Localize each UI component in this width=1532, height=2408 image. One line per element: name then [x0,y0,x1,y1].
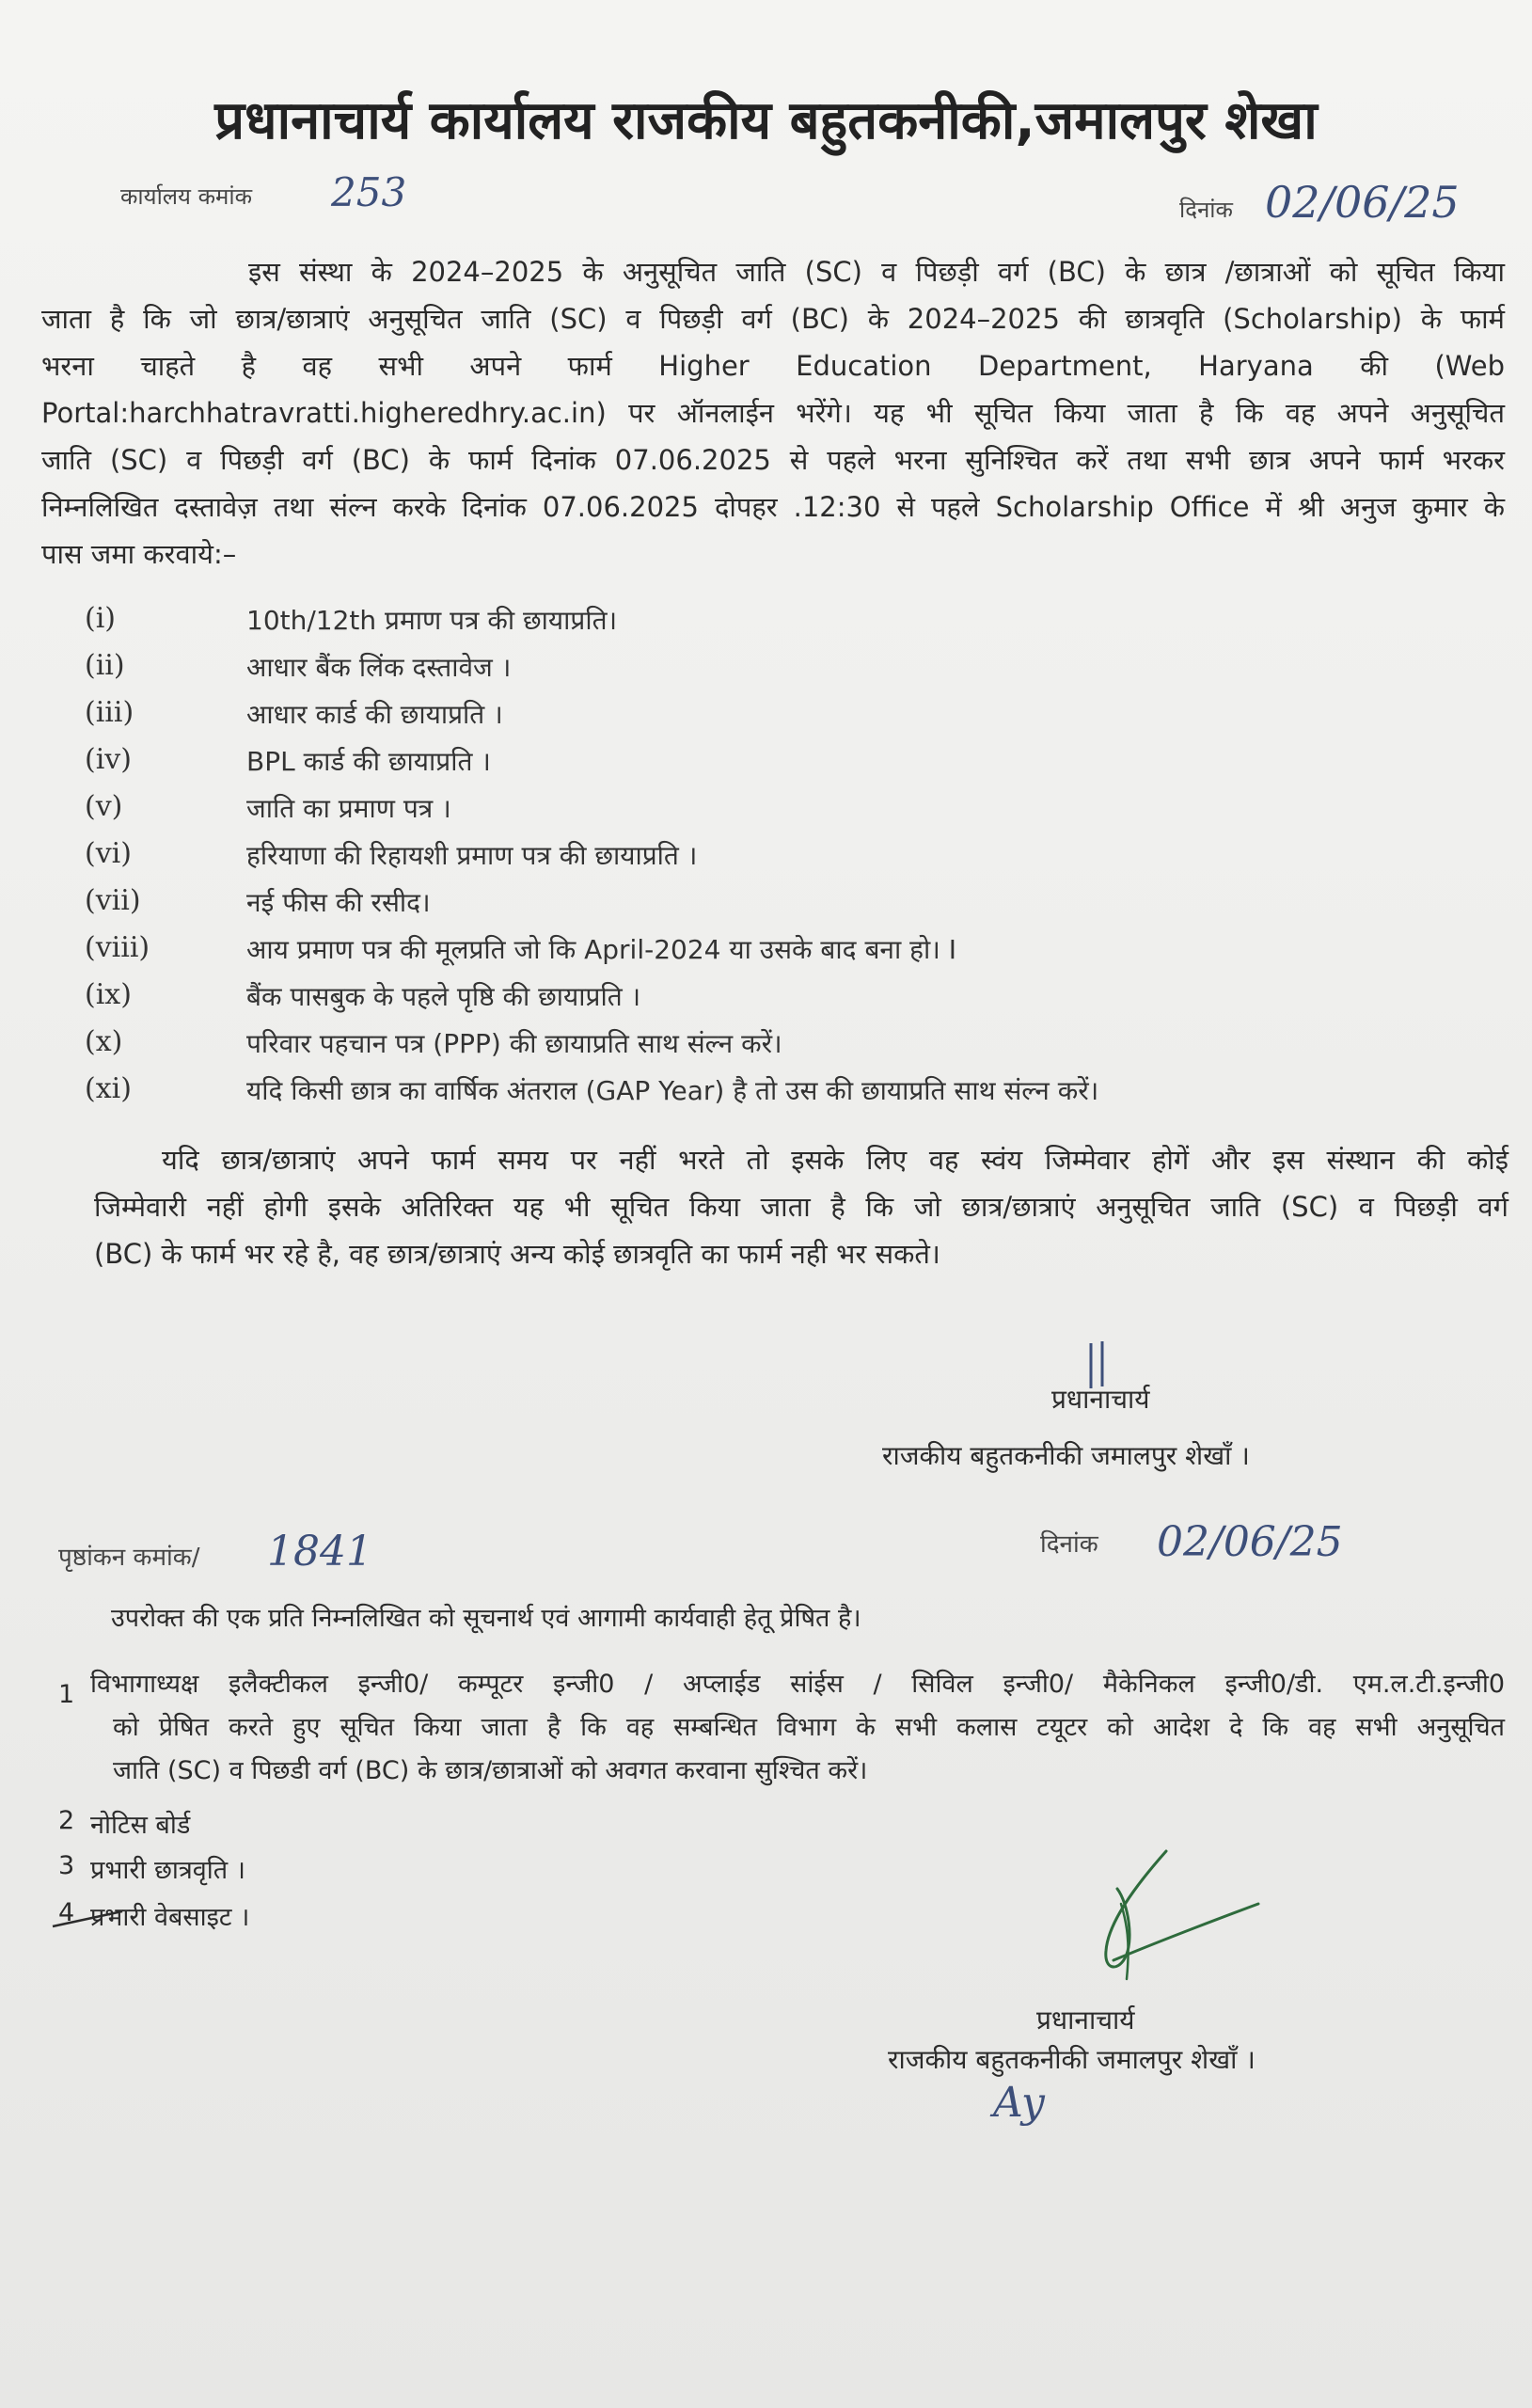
document-text: आधार कार्ड की छायाप्रति । [246,699,503,730]
document-text: यदि किसी छात्र का वार्षिक अंतराल (GAP Year) है तो उस की छायाप्रति साथ संल्न करें। [246,1075,1099,1106]
office-number-label: कार्यालय कमांक [120,183,253,210]
document-number: (iv) [85,743,132,776]
document-number: (vi) [85,837,132,870]
document-number: (ii) [85,649,125,682]
document-number: (viii) [85,931,150,964]
closing-line: (BC) के फार्म भर रहे है, वह छात्र/छात्राएं अन्य कोई छात्रवृति का फार्म नही भर सकते। [94,1238,940,1270]
document-text: परिवार पहचान पत्र (PPP) की छायाप्रति साथ संल्न करें। [246,1028,782,1059]
recipient-item [90,1663,1505,1793]
document-text: आय प्रमाण पत्र की मूलप्रति जो कि April-2024 या उसके बाद बना हो। I [246,934,957,965]
initials: Ay [993,2079,1045,2127]
date-label: दिनांक [1179,197,1233,223]
recipient-text: प्रभारी छात्रवृति । [90,1856,245,1885]
intro-line: जाति (SC) व पिछड़ी वर्ग (BC) के फार्म दिनांक 07.06.2025 से पहले भरना सुनिश्चित करें तथा सभी छात्र अपने फार्म भरकर [41,444,1505,476]
intro-line: निम्नलिखित दस्तावेज़ तथा संल्न करके दिनांक 07.06.2025 दोपहर .12:30 से पहले Scholarship Office में श्री अनुज कुमार के [41,491,1505,523]
handwritten-signature [1080,1847,1268,1988]
document-text: 10th/12th प्रमाण पत्र की छायाप्रति। [246,605,618,636]
forward-text: उपरोक्त की एक प्रति निम्नलिखित को सूचनार्थ एवं आगामी कार्यवाही हेतू प्रेषित है। [111,1604,861,1633]
recipient-text: नोटिस बोर्ड [90,1811,191,1840]
intro-paragraph [41,248,1505,578]
document-number: (iii) [85,696,134,729]
document-number: (xi) [85,1072,132,1105]
document-text: हरियाणा की रिहायशी प्रमाण पत्र की छायाप्रति । [246,840,698,871]
document-number: (ix) [85,978,132,1011]
endorsement-date-label: दिनांक [1040,1530,1098,1559]
document-number: (x) [85,1025,123,1058]
endorsement-number-label: पृष्ठांकन कमांक/ [58,1544,200,1572]
document-number: (v) [85,790,123,823]
document-number: (i) [85,602,117,635]
recipient-number: 1 [58,1680,75,1709]
closing-line: यदि छात्र/छात्राएं अपने फार्म समय पर नहीं भरते तो इसके लिए वह स्वंय जिम्मेवार होगें और इस संस्थान की कोई [162,1144,1508,1176]
document-text: बैंक पासबुक के पहले पृष्ठि की छायाप्रति । [246,981,641,1012]
strike-mark [51,1906,126,1930]
recipient-text: प्रभारी वेबसाइट । [90,1903,250,1932]
intro-line: Portal:harchhatravratti.higheredhry.ac.in) पर ऑनलाईन भरेंगे। यह भी सूचित किया जाता है कि वह अपने अनुसूचित [41,397,1505,429]
endorsement-date-value: 02/06/25 [1157,1518,1343,1566]
intro-line: भरना चाहते है वह सभी अपने फार्म Higher Education Department, Haryana की (Web [41,350,1505,382]
recipient-line: जाति (SC) व पिछडी वर्ग (BC) के छात्र/छात्राओं को अवगत करवाना सुश्चित करें। [113,1756,868,1785]
document-text: जाति का प्रमाण पत्र । [246,793,451,824]
document-text: आधार बैंक लिंक दस्तावेज । [246,652,512,683]
page-title: प्रधानाचार्य कार्यालय राजकीय बहुतकनीकी,जमालपुर शेखा [214,90,1318,151]
recipient-line: को प्रेषित करते हुए सूचित किया जाता है कि वह सम्बन्धित विभाग के सभी कलास टयूटर को आदेश दे कि वह सभी अनुसूचित [113,1713,1505,1742]
date-value: 02/06/25 [1265,177,1460,228]
endorsement-number-value: 1841 [267,1528,372,1576]
document-number: (vii) [85,884,141,917]
recipient-line: विभागाध्यक्ष इलैक्टीकल इन्जी0/ कम्पूटर इन्जी0 / अप्लाईड सांईस / सिविल इन्जी0/ मैकेनिकल इन्जी0/डी. एम.ल.टी.इन्जी0 [90,1670,1505,1699]
document-text: BPL कार्ड की छायाप्रति । [246,746,491,777]
signatory-designation: प्रधानाचार्य [1051,1384,1150,1415]
closing-paragraph [94,1136,1508,1277]
recipient-number: 4 [58,1898,75,1927]
recipient-number: 2 [58,1806,75,1835]
recipient-number: 3 [58,1851,75,1880]
signatory-institution: राजकीय बहुतकनीकी जमालपुर शेखाँ । [888,2044,1256,2075]
signatory-institution: राजकीय बहुतकनीकी जमालपुर शेखाँ । [882,1440,1250,1471]
closing-line: जिम्मेवारी नहीं होगी इसके अतिरिक्त यह भी सूचित किया जाता है कि जो छात्र/छात्राएं अनुसूचित जाति (SC) व पिछड़ी वर्ग [94,1191,1508,1223]
signatory-designation: प्रधानाचार्य [1036,2004,1135,2036]
intro-line: इस संस्था के 2024–2025 के अनुसूचित जाति (SC) व पिछड़ी वर्ग (BC) के छात्र /छात्राओं को सूचित किया [248,256,1505,288]
intro-line: जाता है कि जो छात्र/छात्राएं अनुसूचित जाति (SC) व पिछड़ी वर्ग (BC) के 2024–2025 की छात्रवृति (Scholarship) के फार्म [41,303,1505,335]
document-text: नई फीस की रसीद। [246,887,431,918]
intro-line: पास जमा करवाये:– [41,538,237,570]
office-number-value: 253 [331,169,407,215]
